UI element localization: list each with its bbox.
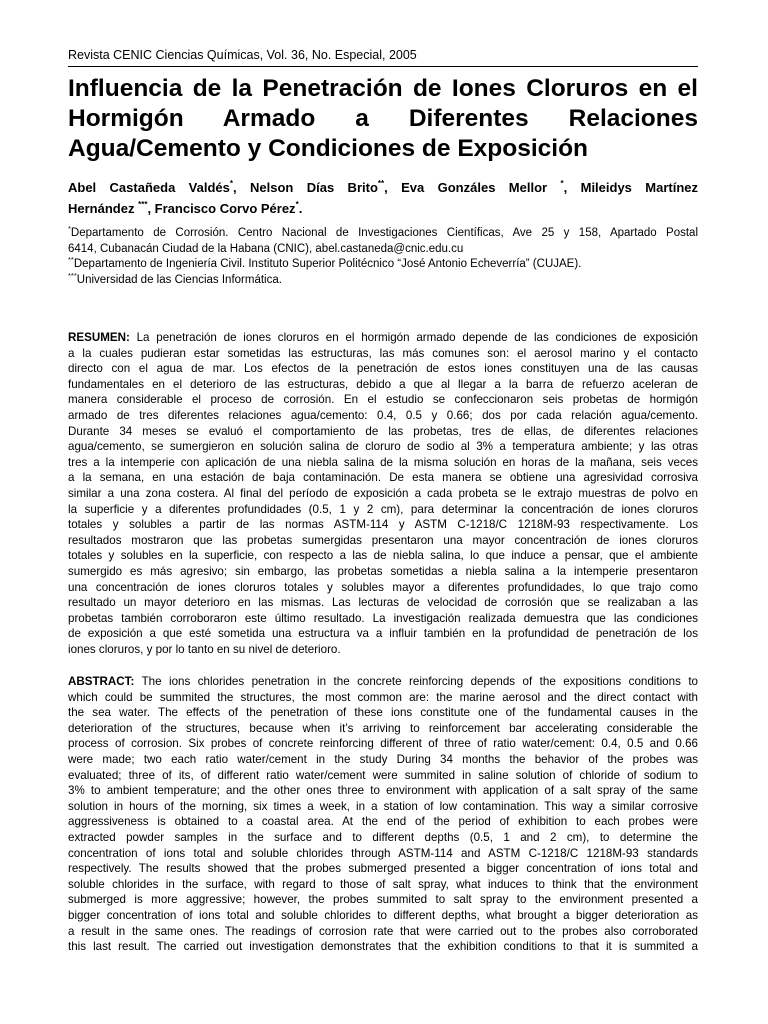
resumen-paragraph [68, 330, 698, 657]
paragraph-text: The ions chlorides penetration in the concrete reinforcing depends of the expositions conditions to [134, 675, 698, 688]
paragraph-line: resultados mostraron que las probetas sumergidas presentaron una mayor concentración de iones cloruros [68, 533, 698, 547]
affiliation-mark: * [68, 224, 71, 233]
paragraph-line: deterioration of the structures, because when it’s arriving to reinforcement bar accelerating considerable the [68, 721, 698, 735]
paragraph-line: respectively. The results showed that the probes submerged presented a bigger concentration of ions total and [68, 862, 698, 876]
paper-page [68, 0, 698, 1024]
affiliation-mark: ** [68, 255, 74, 264]
affiliation-text: Universidad de las Ciencias Informática. [76, 273, 282, 286]
title-line: Agua/Cemento y Condiciones de Exposición [68, 135, 589, 162]
paragraph-line [68, 674, 698, 690]
author-name: Abel Castañeda Valdés [68, 180, 230, 195]
author-affiliation-mark: * [560, 179, 564, 188]
paragraph-line: a result in the same ones. The readings of corrosion rate that were carried out to the probes also corroborated [68, 924, 698, 938]
paragraph-line: totales y solubles en la superficie, con respecto a las de niebla salina, lo que induce a pensar, que el ambiente [68, 549, 698, 563]
paragraph-line: Durante 34 meses se evaluó el comportamiento de las probetas, tres de ellas, de diferentes relaciones [68, 424, 698, 438]
affiliation-mark: *** [68, 270, 77, 280]
author-line: Abel Castañeda Valdés*, Nelson Días Brito**, Eva Gonzáles Mellor *, Mileidys Martínez [68, 179, 699, 195]
paragraph-line: totales y solubles a partir de las normas ASTM-114 y ASTM C-1218/C 1218M-93 respectivamente. Los [68, 518, 698, 532]
paragraph-line: directo con el agua de mar. Los efectos de la penetración de estos iones constituyen una de las causas [68, 362, 698, 376]
author-name: Eva Gonzáles Mellor [401, 180, 548, 195]
author-line: Hernández ***, Francisco Corvo Pérez*. [68, 200, 303, 216]
paragraph-line: a la cuales pudieran estar sometidas las estructuras, las más comunes son: el aerosol marino y el contacto [68, 346, 698, 360]
paragraph-line: the sea water. The effects of the penetration of these ions constitute one of the fundamental causes in the [68, 706, 698, 720]
paragraph-line: submerged is more aggressive; however, the probes summited to salt spray to the environment presented a [68, 893, 698, 907]
affiliation-line [68, 257, 698, 273]
paragraph-line: una concentración de iones cloruros totales y solubles mayor a diferentes profundidades, lo que trajo como [68, 580, 698, 594]
paragraph-line: iones cloruros, y por lo tanto en su nivel de deterioro. [68, 642, 341, 656]
affiliation-line [68, 226, 698, 242]
paragraph-line: tres a la intemperie con aplicación de una niebla salina de la misma solución en horas de la mañana, seis veces [68, 455, 698, 469]
author-affiliation-mark: ** [377, 179, 385, 188]
title-line: Influencia de la Penetración de Iones Cloruros en el [68, 75, 698, 102]
paragraph-line: fundamentales en el deterioro de las estructuras, debido a que al llegar a la barra de refuerzo aceleran de [68, 377, 698, 391]
resumen-label: RESUMEN: [68, 331, 130, 344]
paragraph-line: resultado un mayor deterioro en las mismas. Las lecturas de velocidad de corrosión que se realizaban a las [68, 596, 698, 610]
paragraph-line: a la semana, en una estación de baja contaminación. De esta manera se obtiene una agresividad corrosiva [68, 471, 698, 485]
author-affiliation-mark: * [295, 200, 299, 209]
abstract-label: ABSTRACT: [68, 675, 135, 688]
paragraph-line: aggressiveness is obtained to a coastal area. At the end of the period of exhibition to each probes were [68, 815, 698, 829]
paragraph-line [68, 330, 698, 346]
author-name: Nelson Días Brito [250, 180, 378, 195]
abstract-paragraph [68, 674, 698, 955]
paragraph-line: probetas también corroboraron este último resultado. La investigación realizada demuestra que las condiciones [68, 611, 698, 625]
paragraph-line: armado de tres diferentes relaciones agua/cemento: 0.4, 0.5 y 0.66; dos por cada relación agua/cemento. [68, 408, 698, 422]
affiliation-text: Departamento de Corrosión. Centro Nacional de Investigaciones Científicas, Ave 25 y 158, Apartado Postal [70, 227, 698, 239]
affiliation-text: 6414, Cubanacán Ciudad de la Habana (CNIC), abel.castaneda@cnic.edu.cu [68, 242, 464, 255]
affiliation-line [68, 270, 698, 289]
paragraph-text: La penetración de iones cloruros en el hormigón armado depende de las condiciones de exposición [129, 331, 698, 344]
header-rule [68, 66, 698, 67]
paper-title [68, 74, 698, 164]
author-name: Mileidys Martínez [580, 180, 699, 195]
paragraph-line: bigger concentration of ions total and soluble chlorides to different depths, what brought a bigger deterioration as [68, 908, 698, 922]
paragraph-line: manera considerable el proceso de corrosión. En el estudio se confeccionaron seis probetas de hormigón [68, 393, 698, 407]
paragraph-line: process of corrosion. Six probes of concrete reinforcing different of three of ratio water/cement: 0.4, 0.5 and 0.66 [68, 737, 698, 751]
paragraph-line: sumergido es más agresivo; sin embargo, las probetas sometidas a niebla salina a la intemperie presentaron [68, 564, 698, 578]
paragraph-line: agua/cemento, se sumergieron en solución salina de cloruro de sodio al 3% a temperatura ambiente; y las otras [68, 440, 698, 454]
affiliation-list [68, 226, 698, 288]
author-name: Hernández [68, 201, 135, 216]
paragraph-line: similar a una zona costera. Al final del período de exposición a cada probeta se le extrajo muestras de polvo en [68, 486, 698, 500]
paragraph-line: extracted powder samples in the surface and to different depths (0.5, 1 and 2 cm), to determine the [68, 830, 698, 844]
affiliation-text: Departamento de Ingeniería Civil. Instituto Superior Politécnico “José Antonio Echeverría” (CUJAE). [73, 258, 582, 270]
paragraph-line: soluble chlorides in the surface, with regard to those of salt spray, what induces to think that the environment [68, 877, 698, 891]
paragraph-line: this last result. The carried out investigation demonstrates that the exhibition conditions to that it is summited a [68, 940, 698, 954]
paragraph-line: 3% to ambient temperature; and the other ones three to environment with application of a salt spray of the same [68, 784, 698, 798]
author-affiliation-mark: * [229, 179, 233, 188]
paragraph-line: were made; two each ratio water/cement in the study During 34 months the behavior of the probes was [68, 752, 698, 766]
journal-reference: Revista CENIC Ciencias Químicas, Vol. 36, No. Especial, 2005 [68, 48, 417, 62]
paragraph-line: solution in hours of the morning, six times a week, in a station of low contamination. This way a similar corrosive [68, 799, 698, 813]
paragraph-line: concentration of ions total and soluble chlorides through ASTM-114 and ASTM C-1218/C 1218M-93 standards [68, 846, 698, 860]
paragraph-line: la superficie y a diferentes profundidades (0.5, 1 y 2 cm), para determinar la concentración de iones cloruros [68, 502, 698, 516]
paragraph-line: evaluated; three of its, of different ratio water/cement were summited in saline solution of chloride of sodium to [68, 768, 698, 782]
affiliation-line [68, 242, 698, 258]
author-list [68, 177, 698, 219]
paragraph-line: de exposición a que esté sometida una estructura va a influir también en la profundidad de penetración de los [68, 627, 698, 641]
paragraph-line: which could be summited the structures, the most common are: the marine aerosol and the direct contact with [68, 690, 698, 704]
author-name: Francisco Corvo Pérez [154, 201, 296, 216]
title-line: Hormigón Armado a Diferentes Relaciones [68, 105, 698, 132]
author-affiliation-mark: *** [138, 200, 148, 209]
